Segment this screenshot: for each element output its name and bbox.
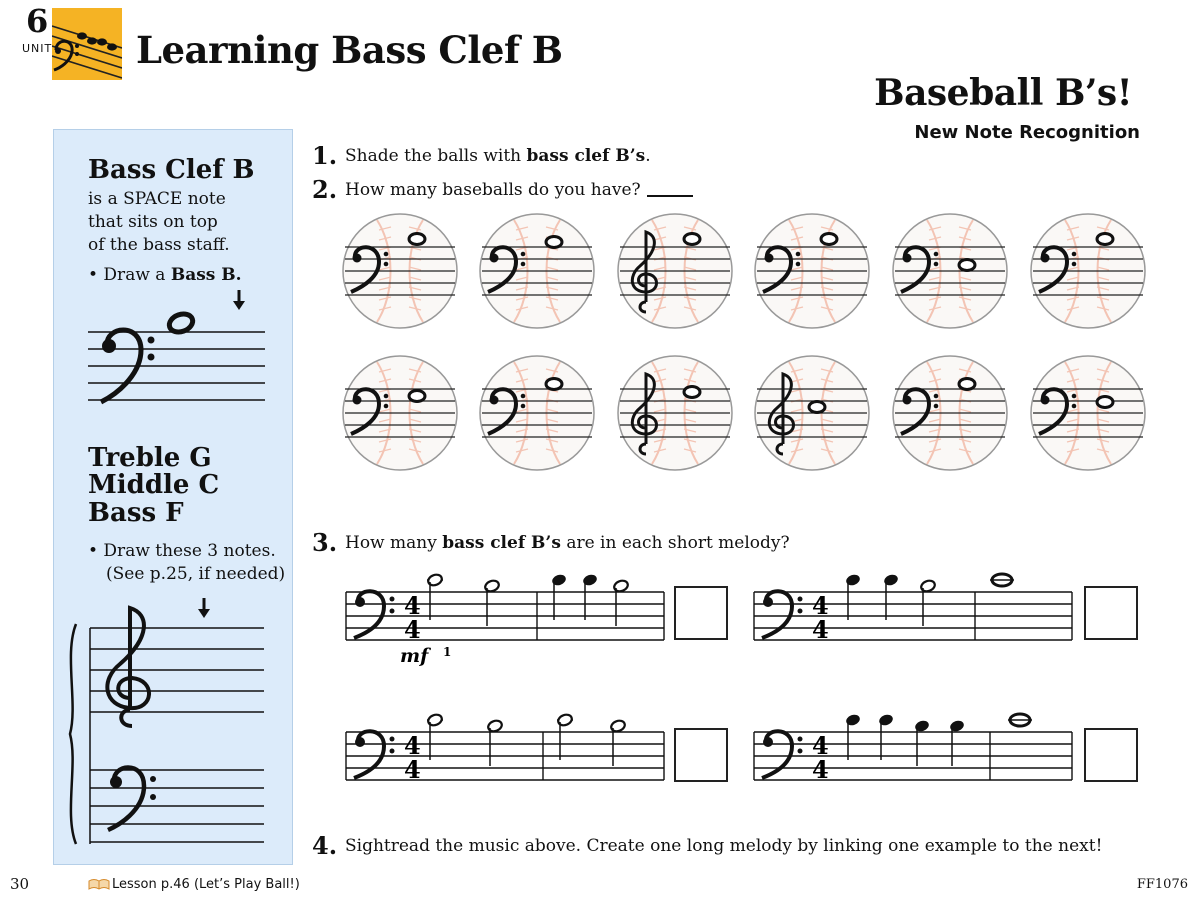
unit-badge-icon xyxy=(52,8,122,80)
baseball-count-answer-line[interactable] xyxy=(647,195,693,197)
page-title: Learning Bass Clef B xyxy=(136,28,563,72)
middle-c-heading: Middle C xyxy=(88,470,220,500)
melody-2-staff xyxy=(752,566,1077,646)
measure-number: 1 xyxy=(443,645,452,659)
bass-clef-b-heading: Bass Clef B xyxy=(88,155,255,185)
baseball-10[interactable] xyxy=(753,354,871,472)
step-3-number: 3. xyxy=(312,528,338,557)
svg-text:4: 4 xyxy=(404,755,421,784)
book-icon xyxy=(88,878,110,890)
melody-4-answer-box[interactable] xyxy=(1084,728,1138,782)
page-number: 30 xyxy=(10,875,30,893)
time-signature-top: 4 xyxy=(404,591,421,620)
bass-b-example-staff xyxy=(85,288,270,408)
unit-number: 6 xyxy=(26,2,49,40)
down-arrow-icon xyxy=(198,598,210,618)
melody-1-staff xyxy=(344,566,669,676)
melody-3-staff xyxy=(344,706,669,786)
baseball-7[interactable] xyxy=(341,354,459,472)
draw-three-notes-instruction: • Draw these 3 notes. xyxy=(88,541,276,561)
lesson-reference: Lesson p.46 (Let’s Play Ball!) xyxy=(112,877,300,892)
dynamic-marking: mf xyxy=(400,645,429,667)
draw-bass-b-instruction: • Draw a Bass B. xyxy=(88,265,242,285)
baseball-8[interactable] xyxy=(478,354,596,472)
melody-2-answer-box[interactable] xyxy=(1084,586,1138,640)
panel-description-2: that sits on top xyxy=(88,212,218,232)
melody-1-answer-box[interactable] xyxy=(674,586,728,640)
step-4-instruction: Sightread the music above. Create one long melody by linking one example to the next! xyxy=(345,836,1103,856)
panel-description-3: of the bass staff. xyxy=(88,235,230,255)
baseball-3[interactable] xyxy=(616,212,734,330)
svg-text:4: 4 xyxy=(404,731,421,760)
panel-description-1: is a SPACE note xyxy=(88,189,226,209)
step-2-question: How many baseballs do you have? xyxy=(345,180,693,200)
baseball-12[interactable] xyxy=(1029,354,1147,472)
game-subtitle: New Note Recognition xyxy=(914,122,1140,143)
see-page-hint: (See p.25, if needed) xyxy=(106,564,286,584)
baseball-11[interactable] xyxy=(891,354,1009,472)
down-arrow-icon xyxy=(233,290,245,310)
game-title: Baseball B’s! xyxy=(874,72,1132,114)
time-signature-bottom: 4 xyxy=(404,615,421,644)
svg-text:4: 4 xyxy=(812,591,829,620)
grand-staff-exercise[interactable] xyxy=(60,594,275,860)
baseball-2[interactable] xyxy=(478,212,596,330)
melody-4-staff xyxy=(752,706,1077,786)
step-4-number: 4. xyxy=(312,831,338,860)
baseball-9[interactable] xyxy=(616,354,734,472)
baseball-6[interactable] xyxy=(1029,212,1147,330)
book-code: FF1076 xyxy=(1136,877,1188,892)
svg-text:4: 4 xyxy=(812,731,829,760)
bass-f-heading: Bass F xyxy=(88,498,184,528)
baseball-4[interactable] xyxy=(753,212,871,330)
baseball-1[interactable] xyxy=(341,212,459,330)
treble-g-heading: Treble G xyxy=(88,443,212,473)
step-2-number: 2. xyxy=(312,175,338,204)
step-1-instruction: Shade the balls with bass clef B’s. xyxy=(345,146,651,166)
svg-text:4: 4 xyxy=(812,755,829,784)
melody-3-answer-box[interactable] xyxy=(674,728,728,782)
unit-label: UNIT xyxy=(22,42,53,55)
step-3-question: How many bass clef B’s are in each short melody? xyxy=(345,533,790,553)
step-1-number: 1. xyxy=(312,141,338,170)
svg-text:4: 4 xyxy=(812,615,829,644)
baseball-5[interactable] xyxy=(891,212,1009,330)
